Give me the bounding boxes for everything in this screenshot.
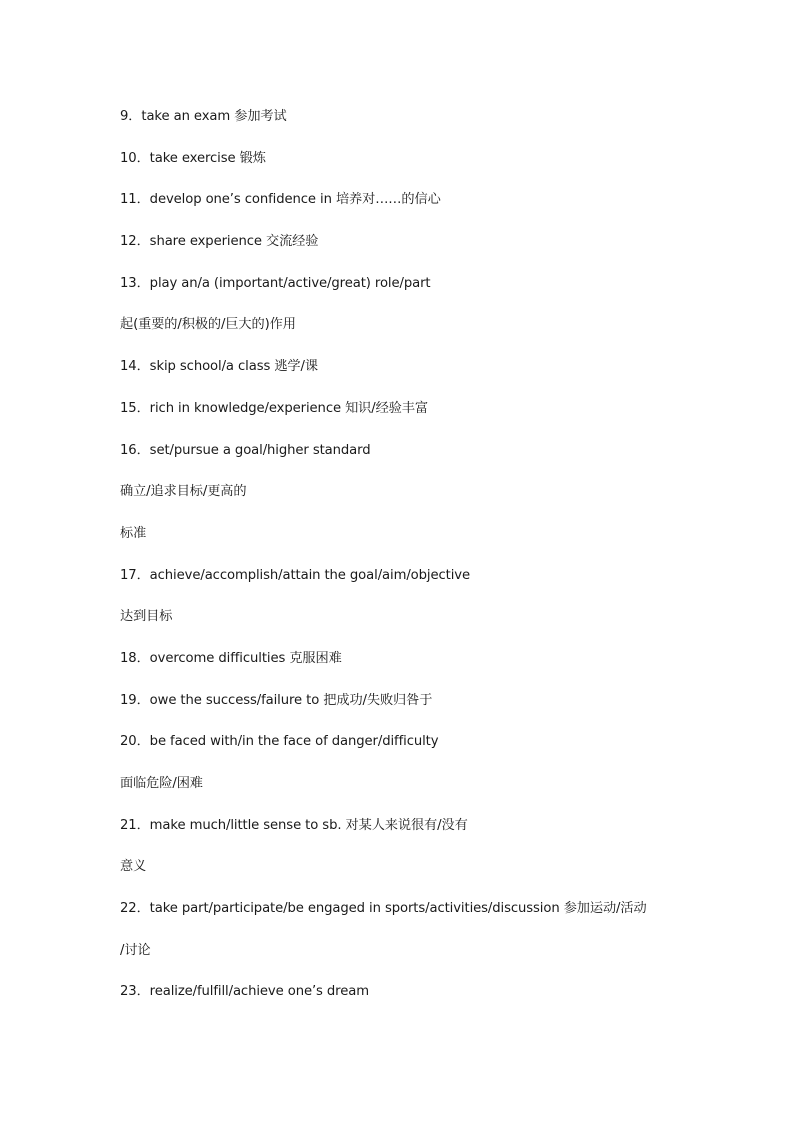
text-line: 19．owe the success/failure to 把成功/失败归咎于: [120, 692, 433, 708]
text-line: 11．develop one’s confidence in 培养对……的信心: [120, 192, 441, 208]
text-line: 起(重要的/积极的/巨大的)作用: [120, 317, 296, 333]
text-line: 标准: [120, 525, 147, 541]
text-line: 9．take an exam 参加考试: [120, 109, 287, 124]
text-line: /讨论: [120, 942, 151, 958]
text-line: 22．take part/participate/be engaged in sports/activities/discussion 参加运动/活动: [120, 901, 647, 917]
text-line: 15．rich in knowledge/experience 知识/经验丰富: [120, 400, 428, 416]
text-line: 13．play an/a (important/active/great) role/part: [120, 275, 431, 291]
text-line: 达到目标: [120, 609, 173, 625]
text-line: 17．achieve/accomplish/attain the goal/aim/objective: [120, 567, 470, 583]
text-line: 18．overcome difficulties 克服困难: [120, 650, 342, 666]
text-line: 12．share experience 交流经验: [120, 234, 319, 250]
text-line: 10．take exercise 锻炼: [120, 150, 266, 166]
text-line: 21．make much/little sense to sb. 对某人来说很有/没有: [120, 817, 468, 833]
text-line: 面临危险/困难: [120, 776, 203, 791]
vocabulary-list: [120, 106, 700, 1023]
text-line: 23．realize/fulfill/achieve one’s dream: [120, 984, 369, 1000]
text-line: 20．be faced with/in the face of danger/difficulty: [120, 734, 439, 750]
text-line: 16．set/pursue a goal/higher standard: [120, 442, 371, 458]
text-line: 确立/追求目标/更高的: [120, 484, 247, 500]
text-line: 意义: [120, 859, 147, 875]
text-line: 14．skip school/a class 逃学/课: [120, 359, 318, 375]
